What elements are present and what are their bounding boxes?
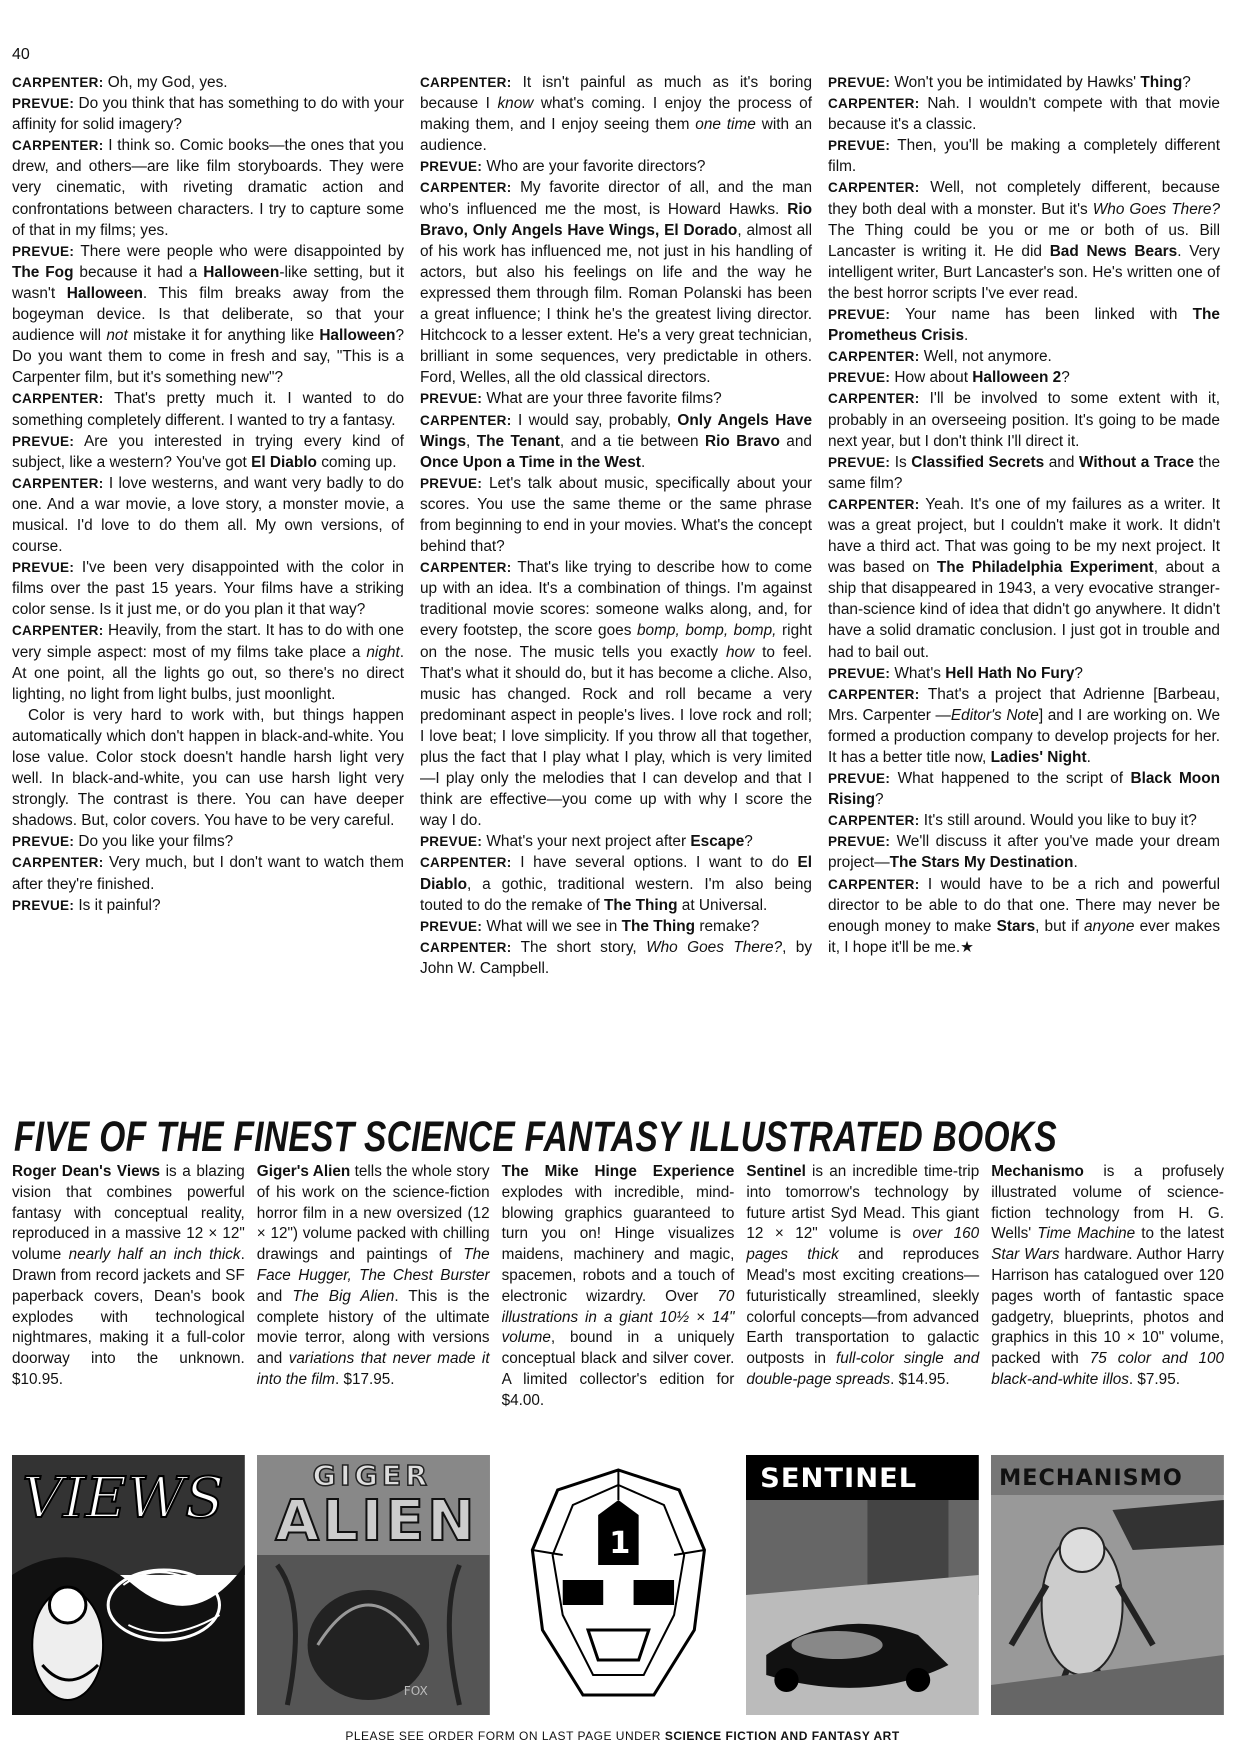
- question-text: the same film?: [828, 453, 1221, 492]
- answer-text: I love westerns, and want very badly to do one. And a war movie, a love story, a monster movie, a musical. I'd love to do them all. My own versions, of course.: [12, 474, 404, 556]
- speaker-carpenter: CARPENTER:: [828, 496, 920, 512]
- answer: [12, 72, 404, 93]
- film-title: Without a Trace: [1079, 453, 1195, 471]
- speaker-carpenter: CARPENTER:: [420, 180, 512, 196]
- film-title: Classified Secrets: [911, 453, 1045, 471]
- question: [828, 304, 1220, 346]
- question-text: Do you like your films?: [78, 833, 234, 851]
- answer-text: at Universal.: [681, 896, 768, 914]
- answer: [420, 852, 812, 915]
- answer-text: It's still around. Would you like to buy it?: [923, 812, 1197, 830]
- ad-text: and reproduces Mead's most exciting creations—futuristically streamlined, sleekly colorful concepts—from advanced Earth transportation to galactic outposts in: [746, 1246, 980, 1368]
- ad-text: and: [256, 1287, 283, 1305]
- answer-text: what's coming. I enjoy the process of making them, and I enjoy seeing them: [420, 95, 812, 134]
- question-text: What are your three favorite films?: [486, 390, 722, 408]
- book-title: Roger Dean's Views: [12, 1163, 161, 1180]
- ad-text: hardware. Author Harry Harrison has catalogued over 120 pages worth of fantastic space gadgetry, blueprints, photos and graphics in this 10 × 10" volume, packed with: [991, 1246, 1224, 1368]
- film-title: Hell Hath No Fury: [945, 664, 1075, 682]
- emphasis: Editor's Note: [950, 706, 1039, 724]
- speaker-carpenter: CARPENTER:: [420, 75, 512, 90]
- speaker-prevue: PREVUE:: [828, 454, 891, 470]
- speaker-carpenter: CARPENTER:: [828, 349, 920, 365]
- svg-text:MECHANISMO: MECHANISMO: [999, 1465, 1183, 1491]
- speaker-prevue: PREVUE:: [12, 96, 75, 112]
- ad-text: , bound in a uniquely conceptual black and silver cover. A limited collector's edition for $4.00.: [501, 1329, 735, 1409]
- answer-text: , by John W. Campbell.: [420, 938, 813, 977]
- question-text: Won't you be intimidated by Hawks': [894, 74, 1137, 91]
- interview-column-2: [420, 72, 812, 979]
- question: [828, 452, 1220, 494]
- book-title: The Mike Hinge Experience: [501, 1163, 735, 1180]
- question-text: and: [1048, 453, 1075, 471]
- question-text: What will we see in: [486, 917, 618, 935]
- speaker-carpenter: CARPENTER:: [12, 391, 104, 407]
- answer-text: Well, not completely different, because they both deal with a monster. But it's: [828, 179, 1220, 218]
- ad-views: [12, 1162, 245, 1412]
- film-title: The Thing: [603, 896, 678, 914]
- svg-text:SENTINEL: SENTINEL: [760, 1463, 918, 1494]
- speaker-prevue: PREVUE:: [420, 834, 483, 850]
- ad-banner-headline: FIVE OF THE FINEST SCIENCE FANTASY ILLUSTRATED BOOKS: [14, 1114, 1057, 1162]
- question-text: What's your next project after: [486, 833, 687, 851]
- question: [420, 916, 812, 937]
- speaker-carpenter: CARPENTER:: [828, 876, 920, 892]
- question-text: ?: [875, 791, 884, 809]
- question-text: What happened to the script of: [897, 770, 1124, 788]
- svg-text:ALIEN: ALIEN: [275, 1489, 478, 1554]
- ad-mike-hinge: [502, 1162, 735, 1412]
- film-title: Once Upon a Time in the West: [420, 453, 641, 471]
- interview-columns: [12, 72, 1220, 979]
- film-title: The Thing: [621, 917, 696, 935]
- answer: [828, 177, 1220, 304]
- ad-emphasis: Star Wars: [991, 1246, 1060, 1264]
- footer-emphasis: SCIENCE FICTION AND FANTASY ART: [664, 1729, 900, 1743]
- svg-text:1: 1: [608, 1526, 631, 1561]
- speaker-prevue: PREVUE:: [828, 771, 891, 787]
- answer-text: and: [786, 432, 812, 450]
- film-title: Black Moon Rising: [828, 770, 1221, 809]
- answer-text: I would have to be a rich and powerful director to be able to do that one. There may never be enough money to make: [828, 875, 1220, 935]
- answer-text: with an audience.: [420, 116, 813, 155]
- answer: [420, 177, 812, 388]
- emphasis: not: [106, 327, 128, 345]
- question: [420, 473, 812, 557]
- answer-text: That's pretty much it. I wanted to do something completely different. I wanted to try a fantasy.: [12, 390, 405, 429]
- answer-text: I'll be involved to some extent with it, probably in an overseeing position. It's going to be made next year, but I don't think I'll direct it.: [828, 390, 1220, 450]
- question-text: coming up.: [321, 453, 397, 471]
- speaker-prevue: PREVUE:: [12, 433, 75, 449]
- ad-emphasis: 75 color and 100 black-and-white illos: [991, 1350, 1224, 1388]
- question: [12, 831, 404, 852]
- question-text: remake?: [699, 917, 760, 935]
- question: [12, 895, 404, 916]
- answer: [12, 620, 404, 704]
- answer-text: , a gothic, traditional western. I'm also being touted to do the remake of: [420, 875, 812, 914]
- film-title: Rio Bravo: [705, 432, 780, 450]
- answer: [828, 388, 1220, 451]
- ad-emphasis: The Face Hugger, The Chest Burster: [256, 1246, 490, 1284]
- answer: [828, 346, 1220, 367]
- question-text: I've been very disappointed with the color in films over the past 15 years. Your films have a striking color sense. Is it just me, or do you plan it that way?: [12, 559, 404, 619]
- answer-text: I think so. Comic books—the ones that you drew, and others—are like film storyboards. They were very cinematic, with riveting dramatic action and confrontations between characters. I try to capture some of that in my films; yes.: [12, 137, 404, 239]
- emphasis: one time: [695, 116, 756, 134]
- question-text: ?: [1182, 74, 1191, 91]
- question: [12, 241, 404, 389]
- speaker-prevue: PREVUE:: [12, 897, 75, 913]
- speaker-prevue: PREVUE:: [420, 159, 483, 175]
- film-title: The Fog: [12, 263, 74, 281]
- question-text: Are you interested in trying every kind of subject, like a western? You've got: [12, 432, 404, 471]
- speaker-carpenter: CARPENTER:: [420, 939, 512, 955]
- emphasis: how: [726, 643, 755, 661]
- answer: [12, 473, 404, 557]
- ad-text: tells the whole story of his work on the science-fiction horror film in a new oversized (12 × 12") volume packed with chilling drawings and paintings of: [256, 1163, 490, 1264]
- speaker-carpenter: CARPENTER:: [12, 855, 104, 871]
- ad-text: to the latest: [1141, 1225, 1224, 1243]
- speaker-prevue: PREVUE:: [420, 475, 483, 491]
- speaker-carpenter: CARPENTER:: [828, 391, 920, 407]
- question: [828, 831, 1220, 873]
- speaker-prevue: PREVUE:: [828, 138, 891, 154]
- answer-continued: [12, 705, 404, 832]
- emphasis: know: [497, 95, 534, 113]
- answer: [420, 410, 812, 473]
- ad-emphasis: full-color single and double-page spreads: [746, 1350, 980, 1388]
- answer-text: ] and I are working on. We formed a production company to develop projects for her. It has a better title now,: [828, 706, 1221, 766]
- answer-text: Heavily, from the start. It has to do with one very simple aspect: most of my films take place a: [12, 622, 404, 661]
- film-title: Thing: [1140, 74, 1183, 91]
- answer-text: Color is very hard to work with, but things happen automatically which don't happen in black-and-white. You lose value. Color stock doesn't handle harsh light very well. In black-and-white, you can use harsh light very strongly. The contrast is there. You can have deeper shadows. But, color covers. You have to be very careful.: [12, 706, 404, 830]
- ad-emphasis: over 160 pages thick: [746, 1225, 980, 1264]
- answer-text: That's like trying to describe how to come up with an idea. It's a combination of things. I'm against traditional movie scores: someone walks along, and, for every footstep, the score goes: [420, 559, 813, 640]
- speaker-carpenter: CARPENTER:: [828, 96, 920, 112]
- answer: [828, 93, 1220, 135]
- question: [828, 663, 1220, 684]
- answer-text: My favorite director of all, and the man who's influenced me the most, is Howard Hawks.: [420, 179, 813, 218]
- answer-text: right on the nose. The music tells you exactly: [420, 622, 812, 661]
- question-text: How about: [894, 369, 968, 387]
- svg-text:GIGER: GIGER: [312, 1459, 431, 1492]
- film-title: The Tenant: [476, 432, 560, 450]
- question-text: We'll discuss it after you've made your dream project—: [828, 833, 1221, 872]
- answer: [12, 852, 404, 894]
- answer-text: Yeah. It's one of my failures as a writer. It was a great project, but I couldn't make it work. It didn't have a third act. That was going to be my next project. It was based on: [828, 495, 1220, 577]
- question: [828, 367, 1220, 388]
- alien-cover-art: [257, 1455, 490, 1715]
- answer-text: Oh, my God, yes.: [107, 74, 228, 91]
- question-text: mistake it for anything like: [133, 327, 315, 345]
- question-text: Your name has been linked with: [905, 306, 1178, 324]
- footer-text: PLEASE SEE ORDER FORM ON LAST PAGE UNDER: [345, 1729, 661, 1743]
- answer-text: The short story,: [520, 938, 637, 956]
- question-text: ?: [1074, 664, 1083, 682]
- question-text: Who are your favorite directors?: [486, 158, 706, 176]
- page-number: 40: [12, 46, 30, 63]
- answer-text: ever makes it, I hope it'll be me.: [828, 917, 1221, 956]
- film-title: Halloween: [319, 327, 396, 345]
- answer-text: I would say, probably,: [517, 411, 671, 429]
- ad-text: . Drawn from record jackets and SF paperback covers, Dean's book explodes with technological nightmares, making it a full-color doorway into the unknown. $10.95.: [12, 1246, 245, 1388]
- question: [828, 768, 1220, 810]
- ad-text: . $14.95.: [890, 1370, 950, 1388]
- question-text: There were people who were disappointed by: [80, 242, 404, 260]
- film-title: The Prometheus Crisis: [828, 306, 1220, 345]
- speaker-carpenter: CARPENTER:: [12, 623, 104, 639]
- speaker-carpenter: CARPENTER:: [828, 686, 920, 702]
- emphasis: night: [366, 643, 400, 661]
- film-title: Ladies' Night: [990, 749, 1087, 766]
- question: [420, 831, 812, 852]
- speaker-prevue: PREVUE:: [828, 834, 891, 850]
- film-title: El Diablo: [420, 854, 812, 893]
- question: [12, 431, 404, 473]
- book-ads: [12, 1162, 1224, 1412]
- answer: [12, 388, 404, 430]
- question-text: Then, you'll be making a completely different film.: [828, 137, 1220, 176]
- answer: [420, 937, 812, 979]
- film-title: El Diablo: [251, 453, 317, 471]
- ad-text: . $17.95.: [335, 1370, 395, 1388]
- speaker-prevue: PREVUE:: [828, 665, 891, 681]
- sentinel-cover-art: [746, 1455, 979, 1715]
- views-cover-art: [12, 1455, 245, 1715]
- end-star-icon: ★: [960, 938, 974, 956]
- order-form-note: [0, 1729, 1245, 1743]
- ad-text: explodes with incredible, mind-blowing graphics guaranteed to turn you on! Hinge visualizes maidens, machinery and magic, spacemen, robots and a touch of electronic wizardry. Over: [501, 1183, 735, 1305]
- answer-text: , almost all of his work has influenced me, not just in his handling of actors, but also his feelings on life and the way he expressed them through film. Roman Polanski has been a great influence; I think he's the greatest living director. Hitchcock to a lesser extent. He's a very great technician, brilliant in some sequences, very predictable in others. Ford, Welles, all the old classical directors.: [420, 221, 813, 387]
- ad-emphasis: The Big Alien: [292, 1287, 395, 1305]
- question: [420, 388, 812, 409]
- emphasis: anyone: [1083, 917, 1135, 935]
- emphasis: Who Goes There?: [646, 938, 783, 956]
- question-text: ?: [1061, 369, 1070, 387]
- ad-text: is a profusely illustrated volume of science-fiction technology from H. G. Wells': [991, 1163, 1224, 1243]
- answer-text: . At one point, all the lights go out, so there's no direct lighting, no light from light bulbs, just moonlight.: [12, 643, 404, 703]
- emphasis: bomp, bomp, bomp,: [636, 622, 777, 640]
- ad-text: . This is the complete history of the ultimate movie terror, along with versions and: [256, 1287, 490, 1368]
- question-text: -like setting, but it wasn't: [12, 263, 405, 302]
- film-title: Stars: [996, 917, 1036, 935]
- answer-text: ,: [466, 432, 471, 450]
- svg-text:FOX: FOX: [403, 1684, 428, 1698]
- film-title: The Philadelphia Experiment: [936, 559, 1154, 577]
- answer-text: That's a project that Adrienne [Barbeau, Mrs. Carpenter —: [828, 685, 1221, 724]
- answer-text: , about a ship that disappeared in 1943, a very evocative stranger-than-science kind of idea that didn't go anywhere. It didn't have a solid dramatic conclusion. I just got in trouble and had to bail out.: [828, 559, 1220, 661]
- film-title: Bad News Bears: [1049, 242, 1178, 260]
- answer: [420, 557, 812, 831]
- question: [12, 557, 404, 620]
- interview-column-3: [828, 72, 1220, 979]
- book-title: Mechanismo: [991, 1163, 1084, 1180]
- ad-alien: [257, 1162, 490, 1412]
- interview-column-1: [12, 72, 404, 979]
- answer-text: It isn't painful as much as it's boring because I: [420, 74, 813, 113]
- film-title: Only Angels Have Wings: [420, 411, 813, 450]
- question-text: Is it painful?: [78, 896, 161, 914]
- answer: [12, 135, 404, 240]
- speaker-carpenter: CARPENTER:: [12, 475, 104, 491]
- speaker-prevue: PREVUE:: [12, 834, 75, 850]
- speaker-carpenter: CARPENTER:: [420, 560, 512, 576]
- question: [420, 156, 812, 177]
- speaker-carpenter: CARPENTER:: [12, 75, 104, 90]
- speaker-prevue: PREVUE:: [12, 560, 75, 576]
- answer: [828, 874, 1220, 958]
- ad-text: . $7.95.: [1128, 1370, 1180, 1388]
- robot-helmet-cover-art: [502, 1455, 735, 1715]
- book-title: Giger's Alien: [256, 1163, 351, 1180]
- question-text: .: [1073, 854, 1078, 872]
- answer: [828, 684, 1220, 768]
- question: [828, 72, 1220, 93]
- question-text: Let's talk about music, specifically about your scores. You use the same theme or the same phrase from beginning to end in your movies. What's the concept behind that?: [420, 474, 813, 556]
- ad-text: is a blazing vision that combines powerful fantasy with conceptual reality, reproduced in a massive 12 × 12" volume: [12, 1163, 245, 1264]
- answer: [828, 494, 1220, 663]
- speaker-carpenter: CARPENTER:: [420, 855, 512, 871]
- answer-text: . Very intelligent writer, Burt Lancaster's son. He's written one of the best horror scripts I've ever read.: [828, 242, 1220, 302]
- book-covers: [12, 1455, 1224, 1715]
- speaker-carpenter: CARPENTER:: [828, 813, 920, 829]
- answer-text: The Thing could be you or me or both of us. Bill Lancaster is writing it. He did: [828, 221, 1220, 260]
- question: [12, 93, 404, 135]
- answer-text: , but if: [1035, 917, 1079, 935]
- ad-mechanismo: [991, 1162, 1224, 1412]
- film-title: Halloween: [203, 263, 280, 281]
- question-text: . This film breaks away from the bogeyman device. Is that deliberate, so that your audience will: [12, 284, 405, 345]
- answer-text: , and a tie between: [559, 432, 699, 450]
- answer-text: .: [640, 453, 646, 471]
- answer-text: Nah. I wouldn't compete with that movie because it's a classic.: [828, 95, 1220, 134]
- answer-text: .: [1086, 749, 1091, 766]
- ad-sentinel: [746, 1162, 979, 1412]
- speaker-prevue: PREVUE:: [828, 370, 891, 386]
- answer: [828, 810, 1220, 831]
- mechanismo-cover-art: [991, 1455, 1224, 1715]
- question-text: ? Do you want them to come in fresh and say, "This is a Carpenter film, but it's something new"?: [12, 327, 404, 387]
- speaker-prevue: PREVUE:: [828, 307, 891, 323]
- speaker-carpenter: CARPENTER:: [828, 180, 920, 196]
- question-text: Do you think that has something to do with your affinity for solid imagery?: [12, 95, 404, 134]
- ad-emphasis: variations that never made it into the film: [256, 1350, 490, 1388]
- film-title: Halloween 2: [972, 369, 1062, 387]
- film-title: Escape: [690, 833, 745, 851]
- question-text: because it had a: [79, 263, 198, 281]
- film-title: Rio Bravo, Only Angels Have Wings, El Dorado: [420, 200, 812, 239]
- question-text: Is: [894, 453, 907, 471]
- speaker-prevue: PREVUE:: [12, 243, 75, 259]
- question-text: What's: [894, 664, 941, 682]
- question-text: ?: [744, 833, 753, 851]
- speaker-prevue: PREVUE:: [420, 918, 483, 934]
- svg-text:VIEWS: VIEWS: [22, 1466, 224, 1531]
- ad-emphasis: nearly half an inch thick: [68, 1246, 241, 1264]
- film-title: The Stars My Destination: [889, 854, 1074, 872]
- speaker-carpenter: CARPENTER:: [12, 138, 104, 154]
- ad-emphasis: Time Machine: [1037, 1225, 1136, 1243]
- film-title: Halloween: [66, 284, 143, 302]
- answer-text: I have several options. I want to do: [520, 854, 789, 872]
- question-text: .: [964, 327, 969, 345]
- speaker-prevue: PREVUE:: [420, 391, 483, 407]
- question: [828, 135, 1220, 177]
- answer-text: Well, not anymore.: [923, 348, 1052, 366]
- emphasis: Who Goes There?: [1092, 200, 1220, 218]
- ad-text: is an incredible time-trip into tomorrow's technology by future artist Syd Mead. This giant 12 × 12" volume is: [746, 1163, 980, 1243]
- answer-text: Very much, but I don't want to watch them after they're finished.: [12, 854, 404, 893]
- answer: [420, 72, 812, 156]
- ad-emphasis: 70 illustrations in a giant 10½ × 14" volume: [501, 1287, 735, 1347]
- book-title: Sentinel: [746, 1163, 806, 1180]
- speaker-prevue: PREVUE:: [828, 75, 891, 90]
- speaker-carpenter: CARPENTER:: [420, 412, 512, 428]
- answer-text: to feel. That's what it should do, but it has become a cliche. Also, music has changed. Rock and roll became a very predominant aspect in people's lives. I love rock and roll; I love beat; I love simplicity. If you throw all that together, plus the fact that I play what I play, which is very limited —I play only the melodies that I can develop and that I think are effective—you come up with why I score the way I do.: [420, 643, 812, 830]
